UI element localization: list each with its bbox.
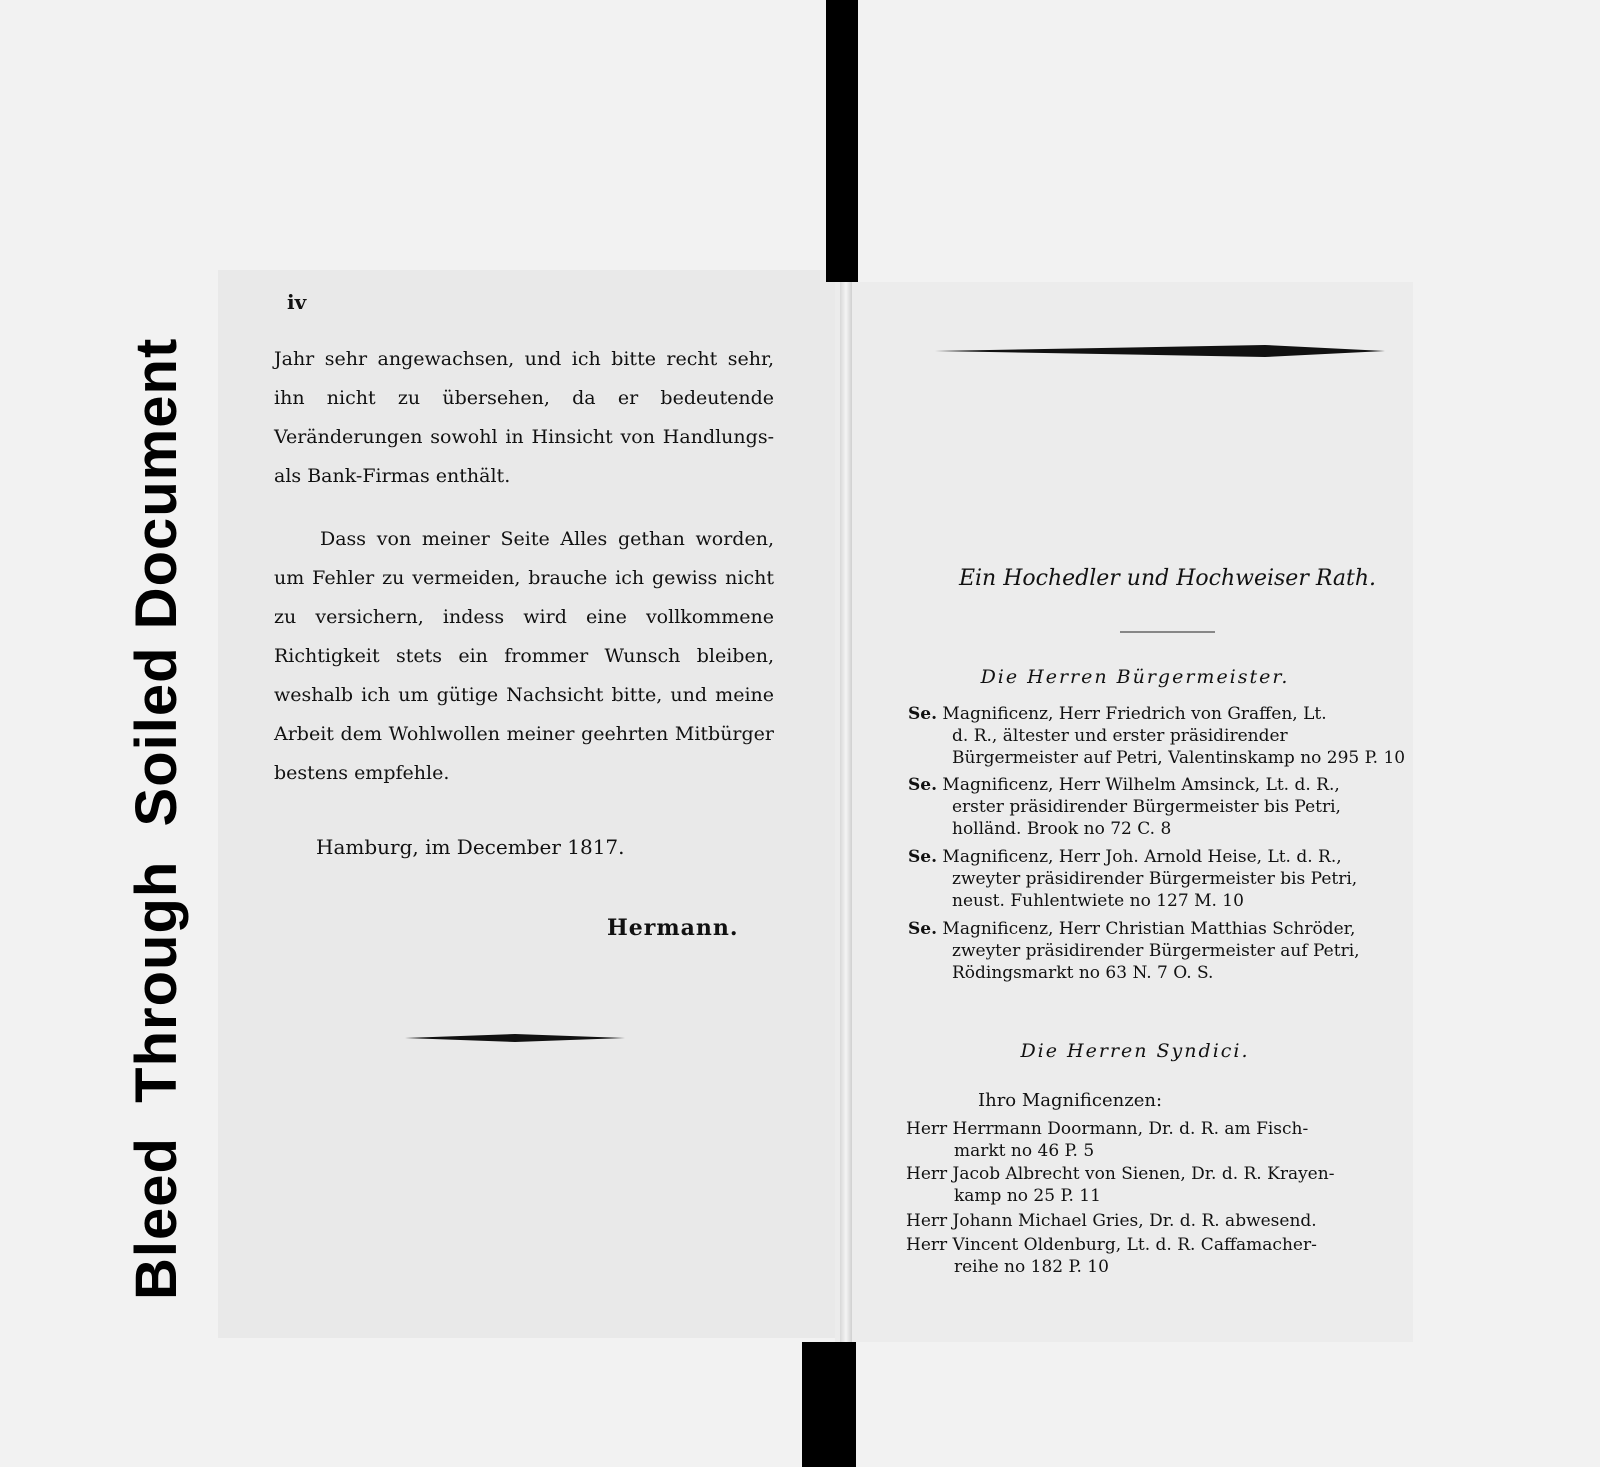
left-paragraph-2: Dass von meiner Seite Alles gethan worden, um Fehler zu vermeiden, brauche ich gewiss nicht zu versichern, indess wird eine vollkommene Richtigkeit stets ein frommer Wunsch bleiben, weshalb ich um gütige Nachsicht bitte, und meine Arbeit dem Wohlwollen meiner geehrten Mitbürger bestens empfehle. bbox=[274, 528, 774, 784]
burgermeister-entry: Se. Magnificenz, Herr Christian Matthias Schröder, zweyter präsidirender Bürgermeister auf Petri, Rödingsmarkt no 63 N. 7 O. S. bbox=[908, 919, 1360, 983]
signature: Hermann. bbox=[607, 915, 739, 941]
syndicus-entry: Herr Vincent Oldenburg, Lt. d. R. Caffamacher- reihe no 182 P. 10 bbox=[906, 1235, 1317, 1277]
page-title: Ein Hochedler und Hochweiser Rath. bbox=[958, 566, 1377, 591]
left-paragraph-1: Jahr sehr angewachsen, und ich bitte recht sehr, ihn nicht zu übersehen, da er bedeutende Veränderungen sowohl in Hinsicht von Handlungs- als Bank-Firmas enthält. bbox=[274, 348, 774, 487]
book-spine bbox=[840, 282, 852, 1342]
burgermeister-entry: Se. Magnificenz, Herr Wilhelm Amsinck, Lt. d. R., erster präsidirender Bürgermeister bis Petri, holländ. Brook no 72 C. 8 bbox=[908, 775, 1341, 839]
side-label: Bleed Through Soiled Document bbox=[124, 337, 189, 1300]
syndicus-entry: Herr Johann Michael Gries, Dr. d. R. abwesend. bbox=[906, 1211, 1317, 1231]
section-subheading: Ihro Magnificenzen: bbox=[978, 1090, 1163, 1111]
burgermeister-entry: Se. Magnificenz, Herr Friedrich von Graffen, Lt. d. R., ältester und erster präsidirender Bürgermeister auf Petri, Valentinskamp no 295 P. 10 bbox=[908, 704, 1406, 768]
clip-bar-bottom bbox=[802, 1342, 856, 1467]
syndicus-entry: Herr Jacob Albrecht von Sienen, Dr. d. R. Krayen- kamp no 25 P. 11 bbox=[906, 1164, 1335, 1206]
place-date: Hamburg, im December 1817. bbox=[316, 835, 625, 859]
ornament-divider-left bbox=[405, 1034, 625, 1042]
ornament-small bbox=[1120, 628, 1215, 634]
syndicus-entry: Herr Herrmann Doormann, Dr. d. R. am Fisch- markt no 46 P. 5 bbox=[906, 1119, 1309, 1161]
clip-bar-top bbox=[826, 0, 858, 282]
ornament-divider-right bbox=[935, 345, 1385, 357]
section-heading-syndici: Die Herren Syndici. bbox=[1020, 1040, 1250, 1062]
section-heading-burgermeister: Die Herren Bürgermeister. bbox=[980, 666, 1290, 688]
page-number: iv bbox=[287, 290, 307, 314]
burgermeister-entry: Se. Magnificenz, Herr Joh. Arnold Heise, Lt. d. R., zweyter präsidirender Bürgermeister bis Petri, neust. Fuhlentwiete no 127 M. 10 bbox=[908, 847, 1358, 911]
